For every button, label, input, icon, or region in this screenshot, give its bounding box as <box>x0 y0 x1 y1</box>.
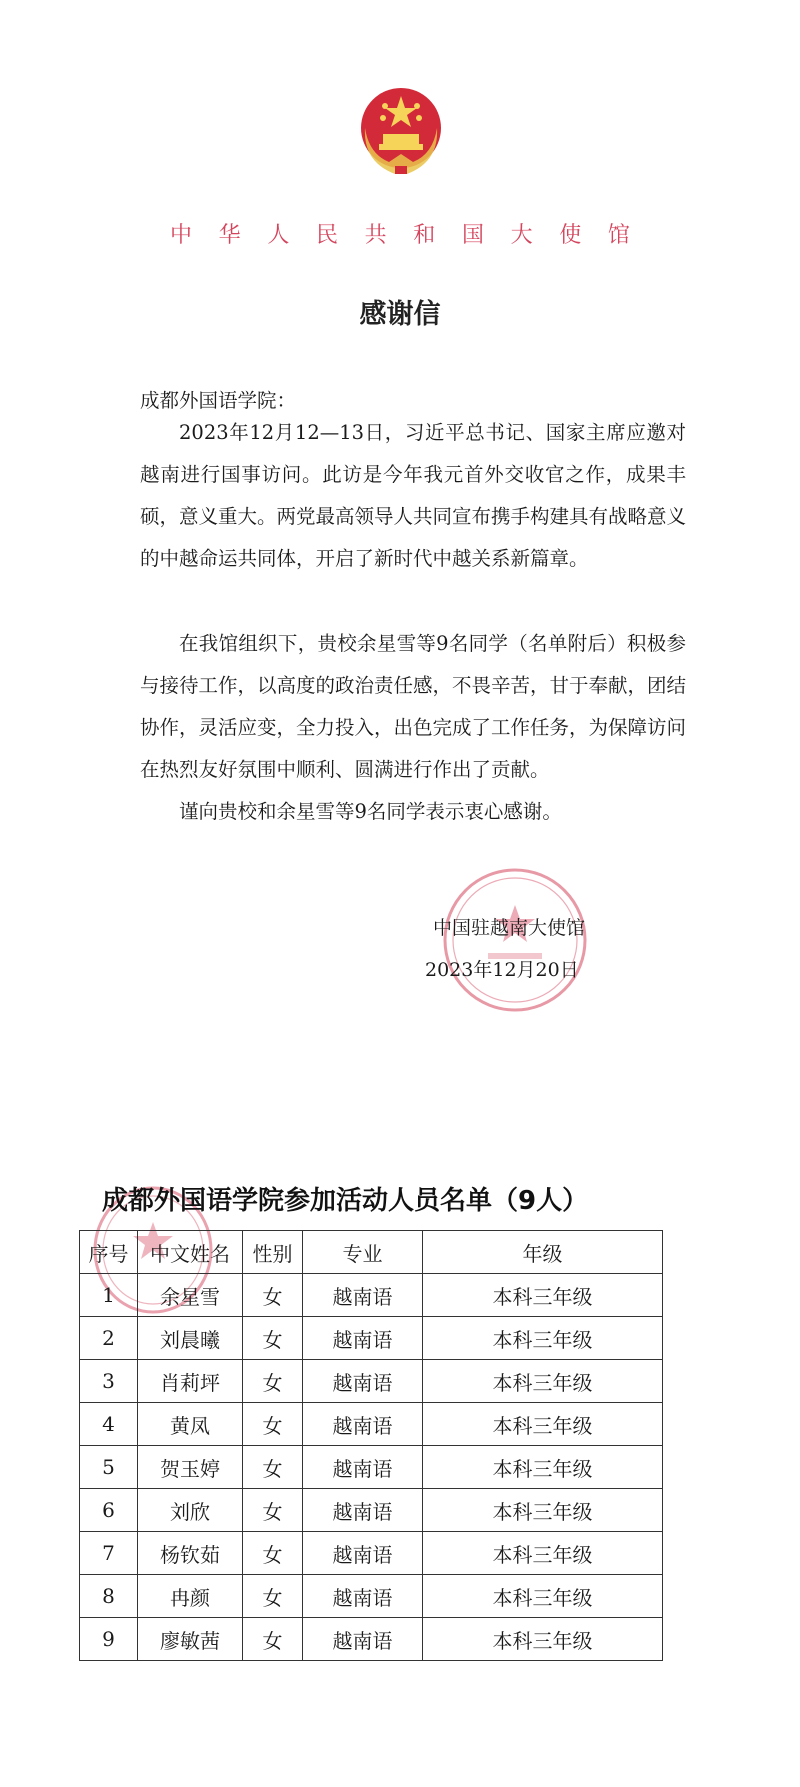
table-row <box>80 1360 663 1403</box>
letterhead-char: 和 <box>413 223 436 248</box>
table-row <box>80 1618 663 1661</box>
table-row <box>80 1317 663 1360</box>
column-header-grade: 年级 <box>423 1231 663 1274</box>
cell-gender: 女 <box>243 1360 303 1403</box>
cell-name: 廖敏茜 <box>138 1618 243 1661</box>
cell-gender: 女 <box>243 1403 303 1446</box>
letterhead-char: 馆 <box>607 223 630 248</box>
cell-number: 8 <box>80 1575 138 1618</box>
cell-gender: 女 <box>243 1317 303 1360</box>
cell-gender: 女 <box>243 1532 303 1575</box>
cell-major: 越南语 <box>303 1360 423 1403</box>
cell-gender: 女 <box>243 1489 303 1532</box>
column-header-major: 专业 <box>303 1231 423 1274</box>
cell-number: 7 <box>80 1532 138 1575</box>
table-row <box>80 1446 663 1489</box>
column-header-number: 序号 <box>80 1231 138 1274</box>
table-header-row <box>80 1231 663 1274</box>
cell-number: 2 <box>80 1317 138 1360</box>
cell-major: 越南语 <box>303 1618 423 1661</box>
cell-grade: 本科三年级 <box>423 1532 663 1575</box>
cell-major: 越南语 <box>303 1403 423 1446</box>
table-row <box>80 1575 663 1618</box>
signature-organization: 中国驻越南大使馆 <box>433 917 586 939</box>
cell-name: 冉颜 <box>138 1575 243 1618</box>
cell-major: 越南语 <box>303 1575 423 1618</box>
table-row <box>80 1274 663 1317</box>
cell-major: 越南语 <box>303 1532 423 1575</box>
column-header-gender: 性别 <box>243 1231 303 1274</box>
cell-number: 1 <box>80 1274 138 1317</box>
letterhead-char: 大 <box>510 223 533 248</box>
cell-major: 越南语 <box>303 1274 423 1317</box>
letterhead-char: 共 <box>364 223 387 248</box>
table-row <box>80 1403 663 1446</box>
cell-major: 越南语 <box>303 1489 423 1532</box>
signature-date: 2023年12月20日 <box>425 959 579 981</box>
cell-grade: 本科三年级 <box>423 1575 663 1618</box>
cell-grade: 本科三年级 <box>423 1274 663 1317</box>
cell-name: 杨钦茹 <box>138 1532 243 1575</box>
cell-number: 3 <box>80 1360 138 1403</box>
page-break <box>0 1080 800 1118</box>
cell-grade: 本科三年级 <box>423 1360 663 1403</box>
letterhead-char: 国 <box>461 223 484 248</box>
letter-paragraph: 在我馆组织下，贵校余星雪等9名同学（名单附后）积极参与接待工作，以高度的政治责任感，不畏辛苦，甘于奉献，团结协作，灵活应变，全力投入，出色完成了工作任务，为保障访问在热烈友好氛围中顺利、圆满进行作出了贡献。 <box>140 632 687 781</box>
roster-title: 成都外国语学院参加活动人员名单（9人） <box>102 1186 589 1216</box>
letter-title: 感谢信 <box>359 299 441 330</box>
cell-name: 黄凤 <box>138 1403 243 1446</box>
table-row <box>80 1489 663 1532</box>
cell-number: 5 <box>80 1446 138 1489</box>
cell-gender: 女 <box>243 1446 303 1489</box>
cell-grade: 本科三年级 <box>423 1618 663 1661</box>
national-emblem-icon <box>355 82 447 182</box>
cell-gender: 女 <box>243 1274 303 1317</box>
cell-grade: 本科三年级 <box>423 1489 663 1532</box>
embassy-letterhead <box>170 218 630 249</box>
cell-grade: 本科三年级 <box>423 1317 663 1360</box>
cell-name: 贺玉婷 <box>138 1446 243 1489</box>
cell-name: 刘晨曦 <box>138 1317 243 1360</box>
cell-major: 越南语 <box>303 1446 423 1489</box>
letterhead-char: 民 <box>315 223 338 248</box>
letter-paragraph: 2023年12月12—13日，习近平总书记、国家主席应邀对越南进行国事访问。此访是今年我元首外交收官之作，成果丰硕，意义重大。两党最高领导人共同宣布携手构建具有战略意义的中越命运共同体，开启了新时代中越关系新篇章。 <box>140 421 687 570</box>
cell-gender: 女 <box>243 1575 303 1618</box>
roster-table <box>79 1230 663 1661</box>
letterhead-char: 人 <box>267 223 290 248</box>
table-row <box>80 1532 663 1575</box>
letter-salutation: 成都外国语学院： <box>140 389 297 412</box>
letter-paragraph: 谨向贵校和余星雪等9名同学表示衷心感谢。 <box>179 800 562 823</box>
cell-gender: 女 <box>243 1618 303 1661</box>
cell-name: 肖莉坪 <box>138 1360 243 1403</box>
cell-grade: 本科三年级 <box>423 1403 663 1446</box>
cell-number: 9 <box>80 1618 138 1661</box>
cell-number: 4 <box>80 1403 138 1446</box>
cell-grade: 本科三年级 <box>423 1446 663 1489</box>
letterhead-char: 华 <box>218 223 241 248</box>
embassy-seal-icon <box>440 865 590 1015</box>
letterhead-char: 中 <box>170 223 193 248</box>
cell-name: 余星雪 <box>138 1274 243 1317</box>
cell-major: 越南语 <box>303 1317 423 1360</box>
letterhead-char: 使 <box>559 223 582 248</box>
column-header-name: 中文姓名 <box>138 1231 243 1274</box>
cell-name: 刘欣 <box>138 1489 243 1532</box>
cell-number: 6 <box>80 1489 138 1532</box>
